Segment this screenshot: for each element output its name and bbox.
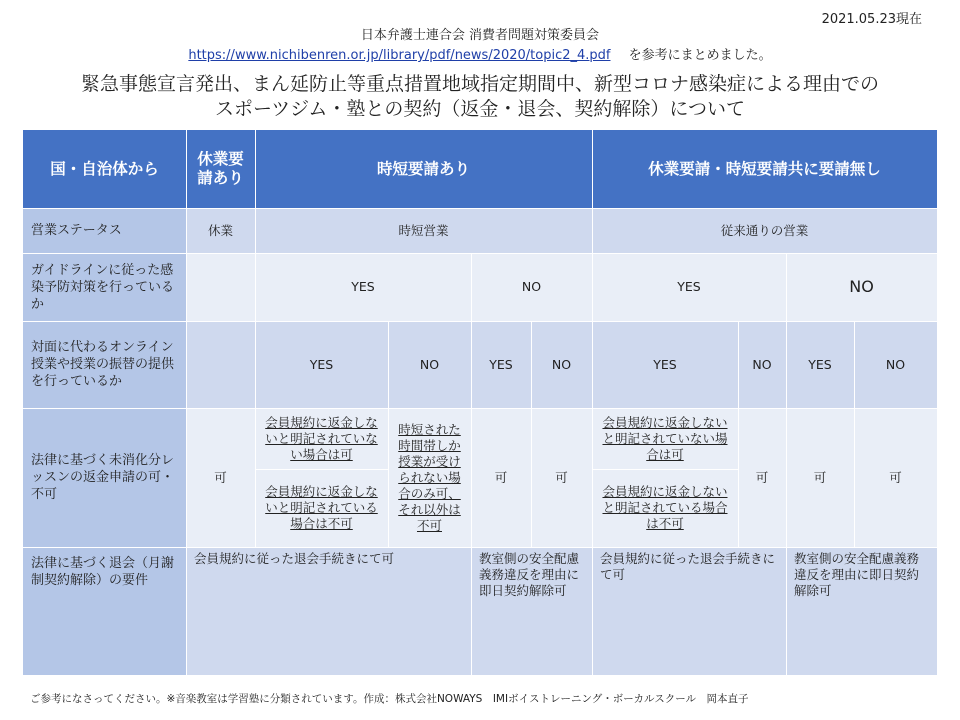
status-normal: 従来通りの営業 [592, 208, 937, 253]
guideline-none-no: NO [786, 253, 937, 321]
online-cell-2: NO [388, 321, 471, 408]
source-line [0, 44, 960, 63]
grid-line [786, 253, 787, 675]
withdraw-right-2: 教室側の安全配慮義務違反を理由に即日契約解除可 [786, 547, 937, 675]
title-line-1: 緊急事態宣言発出、まん延防止等重点措置地域指定期間中、新型コロナ感染症による理由での [80, 73, 879, 95]
grid-line [592, 130, 593, 675]
online-cell-3: YES [471, 321, 531, 408]
online-cell-1: YES [255, 321, 388, 408]
online-cell-8: NO [854, 321, 937, 408]
status-closure: 休業 [186, 208, 255, 253]
grid-line [592, 469, 738, 470]
comparison-table [23, 130, 937, 675]
grid-line [471, 253, 472, 675]
online-cell-7: YES [786, 321, 854, 408]
row-label-online: 対面に代わるオンライン授業や授業の振替の提供を行っているか [23, 321, 186, 408]
withdraw-left: 会員規約に従った退会手続きにて可 [186, 547, 471, 675]
online-cell-6: NO [738, 321, 786, 408]
grid-line [23, 547, 937, 548]
grid-line [186, 130, 187, 675]
row-label-refund: 法律に基づく未消化分レッスンの返金申請の可・不可 [23, 408, 186, 547]
grid-line [854, 321, 855, 547]
refund-none-ng-no: 可 [854, 408, 937, 547]
refund-none-no-online: 可 [738, 408, 786, 547]
grid-line [255, 130, 256, 547]
grid-line [23, 208, 937, 209]
header-no-request: 休業要請・時短要請共に要請無し [592, 130, 937, 208]
header-closure-request: 休業要請あり [186, 130, 255, 208]
guideline-shortened-no: NO [471, 253, 592, 321]
guideline-none-yes: YES [592, 253, 786, 321]
page-title [0, 72, 960, 122]
source-note: を参考にまとめました。 [628, 48, 772, 63]
row-label-guideline: ガイドラインに従った感染予防対策を行っているか [23, 253, 186, 321]
title-line-2: スポーツジム・塾との契約（返金・退会、契約解除）について [214, 98, 746, 120]
refund-closure: 可 [186, 408, 255, 547]
header-shortened-hours: 時短要請あり [255, 130, 592, 208]
header-authority: 国・自治体から [23, 130, 186, 208]
footer-note: ご参考になさってください。※音楽教室は学習塾に分類されています。作成：株式会社NOWAYS IMIボイストレーニング・ボーカルスクール 岡本直子 [30, 693, 749, 705]
refund-shortened-bottom: 会員規約に返金しないと明記されている場合は不可 [255, 469, 388, 547]
online-cell-4: NO [531, 321, 592, 408]
refund-shortened-top: 会員規約に返金しないと明記されていない場合は可 [255, 408, 388, 469]
online-cell-5: YES [592, 321, 738, 408]
row-label-withdraw: 法律に基づく退会（月謝制契約解除）の要件 [23, 547, 186, 675]
guideline-closure-empty [186, 253, 255, 321]
grid-line [23, 321, 937, 322]
source-link[interactable]: https://www.nichibenren.or.jp/library/pdf/news/2020/topic2_4.pdf [188, 48, 611, 63]
grid-line [255, 469, 388, 470]
online-closure-empty [186, 321, 255, 408]
grid-line [388, 321, 389, 547]
withdraw-mid: 教室側の安全配慮義務違反を理由に即日契約解除可 [471, 547, 592, 675]
guideline-shortened-yes: YES [255, 253, 471, 321]
refund-none-bottom: 会員規約に返金しないと明記されている場合は不可 [592, 469, 738, 547]
refund-none-ng-yes: 可 [786, 408, 854, 547]
refund-shortened-ng-no: 可 [531, 408, 592, 547]
withdraw-right-1: 会員規約に従った退会手続きにて可 [592, 547, 786, 675]
refund-shortened-ng-yes: 可 [471, 408, 531, 547]
date-stamp: 2021.05.23現在 [821, 12, 922, 27]
grid-line [23, 408, 937, 409]
grid-line [23, 253, 937, 254]
refund-none-top: 会員規約に返金しないと明記されていない場合は可 [592, 408, 738, 469]
grid-line [531, 321, 532, 547]
status-shortened: 時短営業 [255, 208, 592, 253]
row-label-status: 営業ステータス [23, 208, 186, 253]
refund-shortened-no-online: 時短された時間帯しか授業が受けられない場合のみ可、それ以外は不可 [388, 408, 471, 547]
grid-line [738, 321, 739, 547]
organization-name: 日本弁護士連合会 消費者問題対策委員会 [360, 28, 600, 43]
